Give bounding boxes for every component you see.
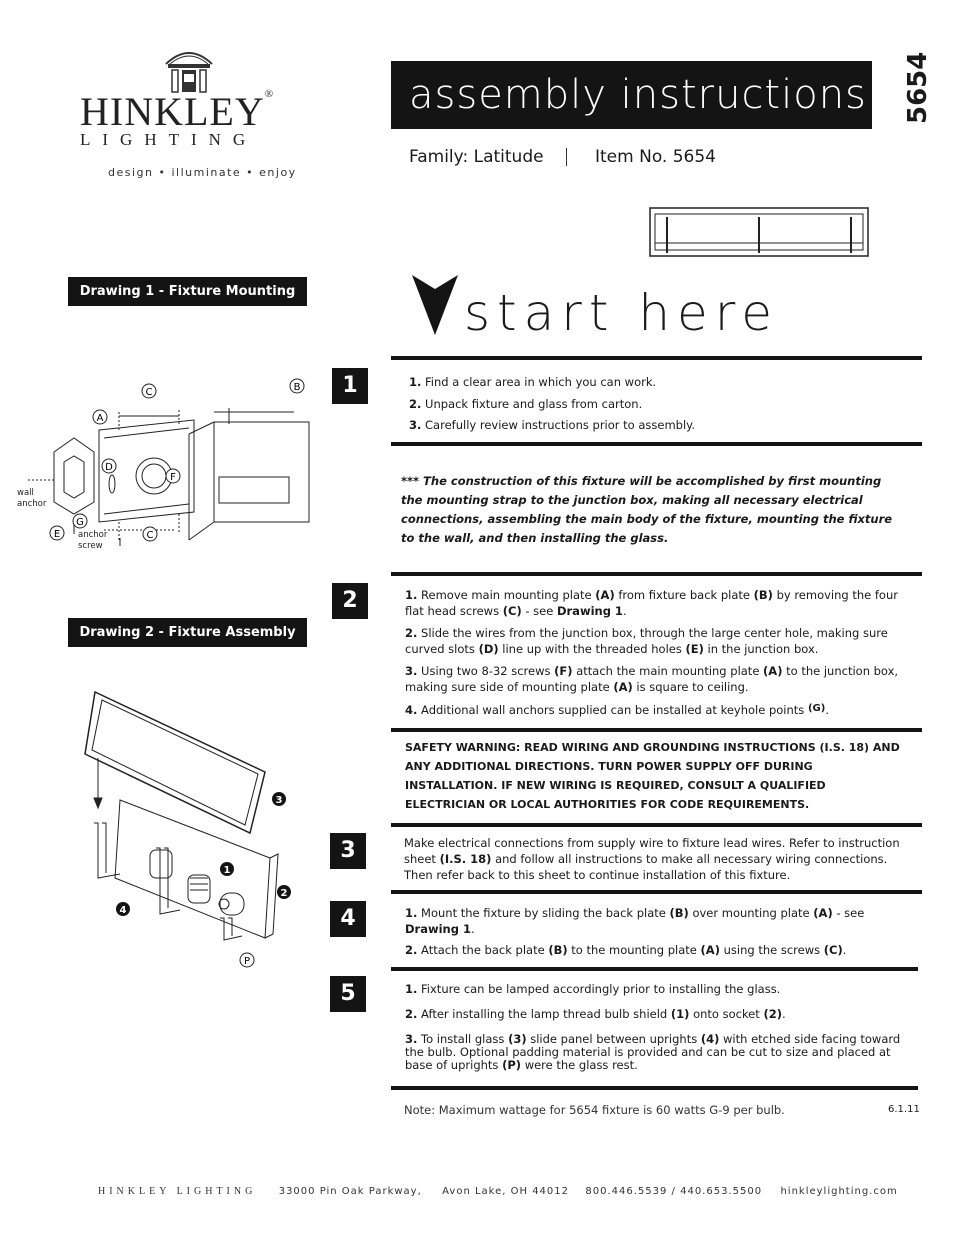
d1-callout-c-bottom: C: [146, 530, 154, 541]
fixture-thumbnail: [649, 207, 869, 257]
step-5-top-rule: [391, 967, 918, 971]
footer-address: 33000 Pin Oak Parkway,: [278, 1186, 422, 1197]
step-2-item-2: 2. Slide the wires from the junction box, through the large center hole, making sure curved slots (D) line up with the threaded holes (E) in the junction box.: [405, 626, 888, 656]
footer: [98, 1186, 898, 1197]
step-1-bottom-rule: [391, 442, 922, 446]
step-1-top-rule: [391, 356, 922, 360]
step-1-list: [409, 372, 909, 437]
brand-sub: LIGHTING: [80, 130, 258, 149]
step-1-number: 1: [332, 368, 368, 404]
step-5-item-2: 2. After installing the lamp thread bulb shield (1) onto socket (2).: [405, 1007, 786, 1021]
drawing-1-fixture-mounting: [14, 372, 314, 562]
wattage-note: Note: Maximum wattage for 5654 fixture is 60 watts G-9 per bulb.: [404, 1103, 785, 1117]
item-number-vertical: 5654: [903, 51, 933, 124]
lantern-logo-icon: [160, 44, 218, 94]
safety-top-rule: [391, 728, 922, 732]
item-label: Item No. 5654: [595, 147, 716, 167]
step-5-item-3: 3. To install glass (3) slide panel between uprights (4) with etched side facing toward the bulb. Optional padding material is provided and can be cut to size and placed at base of uprights (P) were the glass rest.: [405, 1032, 901, 1072]
step-3-number: 3: [330, 833, 366, 869]
brand-tagline: design • illuminate • enjoy: [108, 166, 297, 179]
step-2-item-1: 1. Remove main mounting plate (A) from fixture back plate (B) by removing the four flat head screws (C) - see Drawing 1.: [405, 588, 898, 618]
step-1-item-3: 3. Carefully review instructions prior to assembly.: [409, 418, 696, 432]
brand-name: HINKLEY®: [80, 88, 275, 134]
d2-callout-p: P: [243, 956, 251, 967]
step-2-number: 2: [332, 583, 368, 619]
construction-note: *** The construction of this fixture will be accomplished by first mounting the mounting strap to the junction box, making all necessary electrical connections, assembling the main body of the fixture, mounting the fixture to the wall, and then installing the glass.: [401, 474, 893, 545]
step-4-item-2: 2. Attach the back plate (B) to the mounting plate (A) using the screws (C).: [405, 943, 847, 957]
step-5-list: [405, 983, 910, 1072]
d1-callout-b: B: [293, 382, 301, 393]
d1-callout-e: E: [53, 529, 61, 540]
footer-web[interactable]: hinkleylighting.com: [780, 1186, 898, 1197]
family-label: Family: Latitude: [409, 147, 544, 167]
step-3-text: Make electrical connections from supply wire to fixture lead wires. Refer to instruction sheet (I.S. 18) and follow all instructions to make all necessary wiring connections. Then refer back to this sheet to continue installation of this fixture.: [404, 836, 900, 882]
step-4-item-1: 1. Mount the fixture by sliding the back plate (B) over mounting plate (A) - see Drawing 1.: [405, 906, 865, 936]
d1-callout-g: G: [76, 517, 84, 528]
footer-phone: 800.446.5539 / 440.653.5500: [585, 1186, 763, 1197]
drawing-2-fixture-assembly: [80, 688, 300, 973]
d1-callout-a: A: [96, 413, 104, 424]
step-5-number: 5: [330, 976, 366, 1012]
step-3-top-rule: [391, 823, 922, 827]
d1-callout-d: D: [105, 462, 113, 473]
start-here-heading: start here: [464, 284, 780, 342]
step-5-bottom-rule: [391, 1086, 918, 1090]
drawing-1-label: Drawing 1 - Fixture Mounting: [68, 277, 307, 306]
d2-callout-1: 1: [223, 865, 231, 876]
safety-warning: SAFETY WARNING: READ WIRING AND GROUNDING INSTRUCTIONS (I.S. 18) AND ANY ADDITIONAL DIRECTIONS. TURN POWER SUPPLY OFF DURING INSTALLATION. IF NEW WIRING IS REQUIRED, CONSULT A QUALIFIED ELECTRICIAN OR LOCAL AUTHORITIES FOR CODE REQUIREMENTS.: [405, 741, 900, 811]
d2-callout-4: 4: [119, 905, 127, 916]
step-1-item-1: 1. Find a clear area in which you can work.: [409, 375, 657, 389]
step-4-top-rule: [391, 890, 922, 894]
step-5-item-1: 1. Fixture can be lamped accordingly prior to installing the glass.: [405, 982, 781, 996]
step-2-top-rule: [391, 572, 922, 576]
revision-date: 6.1.11: [888, 1104, 920, 1115]
step-2-list: [405, 587, 910, 718]
start-arrow-icon: [412, 275, 458, 335]
wall-anchor-label: wall anchor: [17, 488, 47, 509]
d1-callout-c-top: C: [145, 387, 153, 398]
d1-callout-f: F: [170, 472, 176, 483]
drawing-2-label: Drawing 2 - Fixture Assembly: [68, 618, 307, 647]
anchor-screw-label: anchor screw: [78, 530, 108, 551]
step-1-item-2: 2. Unpack fixture and glass from carton.: [409, 396, 643, 411]
step-2-item-4: 4. Additional wall anchors supplied can be installed at keyhole points (G).: [405, 703, 829, 717]
step-4-list: [405, 905, 910, 958]
drawing-1-illustration: [14, 372, 314, 562]
d2-callout-2: 2: [280, 888, 288, 899]
step-4-number: 4: [330, 901, 366, 937]
footer-brand: HINKLEY LIGHTING: [98, 1186, 257, 1197]
header-divider: [566, 148, 567, 166]
step-2-item-3: 3. Using two 8-32 screws (F) attach the main mounting plate (A) to the junction box, making sure side of mounting plate (A) is square to ceiling.: [405, 664, 899, 694]
page-title: assembly instructions: [391, 61, 872, 129]
d2-callout-3: 3: [275, 795, 283, 806]
footer-city: Avon Lake, OH 44012: [442, 1186, 570, 1197]
